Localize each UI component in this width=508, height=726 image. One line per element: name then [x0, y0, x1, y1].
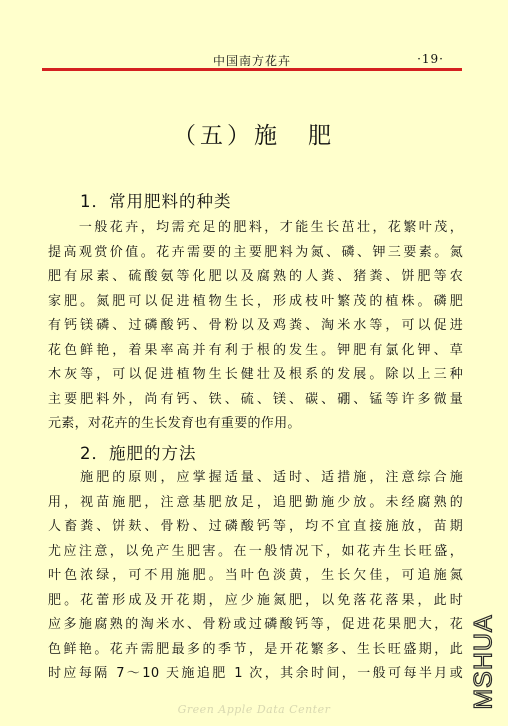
- side-logo-text: MSHUA: [470, 614, 498, 710]
- side-logo: [470, 612, 500, 712]
- paragraph-1: [48, 216, 463, 437]
- text-line: 花色鲜艳，着果率高并有利于根的发生。钾肥有氯化钾、草: [48, 342, 463, 358]
- text-line: 施肥的原则，应掌握适量、适时、适措施，注意综合施: [48, 470, 463, 485]
- text-line: 元素，对花卉的生长发育也有重要的作用。: [48, 416, 301, 431]
- chapter-title: （五）施 肥: [173, 123, 335, 149]
- text-line: 叶色浓绿，可不用施肥。当叶色淡黄，生长欠佳，可追施氮: [48, 568, 463, 583]
- text-line: 主要肥料外，尚有钙、铁、硫、镁、碳、硼、锰等许多微量: [48, 391, 463, 407]
- text-line: 家肥。氮肥可以促进植物生长，形成枝叶繁茂的植株。磷肥: [48, 293, 463, 309]
- text-line: 有钙镁磷、过磷酸钙、骨粉以及鸡粪、淘米水等，可以促进: [48, 318, 463, 333]
- paragraph-2: [48, 466, 463, 687]
- text-line: 应多施腐熟的淘米水、骨粉或过磷酸钙等，促进花果肥大，花: [48, 617, 463, 632]
- running-header: [42, 50, 462, 70]
- text-line: 一般花卉，均需充足的肥料，才能生长茁壮，花繁叶茂，: [48, 220, 463, 235]
- text-line: 木灰等，可以促进植物生长健壮及根系的发展。除以上三种: [48, 367, 463, 382]
- header-rule: [42, 68, 462, 71]
- text-line: 肥有尿素、硫酸氨等化肥以及腐熟的人粪、猪粪、饼肥等农: [48, 269, 463, 284]
- page-number: ·19·: [417, 52, 444, 66]
- text-line: 时应每隔 7～10 天施追肥 1 次，其余时间，一般可每半月或: [48, 666, 463, 681]
- section-heading-2: 2．施肥的方法: [80, 444, 197, 463]
- section-heading-1: 1．常用肥料的种类: [80, 192, 232, 211]
- text-line: 用，视苗施肥，注意基肥放足，追肥勤施少放。未经腐熟的: [48, 494, 463, 510]
- text-line: 色鲜艳。花卉需肥最多的季节，是开花繁多、生长旺盛期，此: [48, 641, 463, 657]
- text-line: 肥。花蕾形成及开花期，应少施氮肥，以免落花落果，此时: [48, 592, 463, 608]
- header-title: 中国南方花卉: [212, 54, 291, 68]
- text-line: 人畜粪、饼麸、骨粉、过磷酸钙等，均不宜直接施放，苗期: [48, 519, 463, 534]
- watermark-text: Green Apple Data Center: [177, 703, 331, 716]
- text-line: 提高观赏价值。花卉需要的主要肥料为氮、磷、钾三要素。氮: [48, 244, 463, 260]
- text-line: 尤应注意，以免产生肥害。在一般情况下，如花卉生长旺盛，: [48, 543, 463, 559]
